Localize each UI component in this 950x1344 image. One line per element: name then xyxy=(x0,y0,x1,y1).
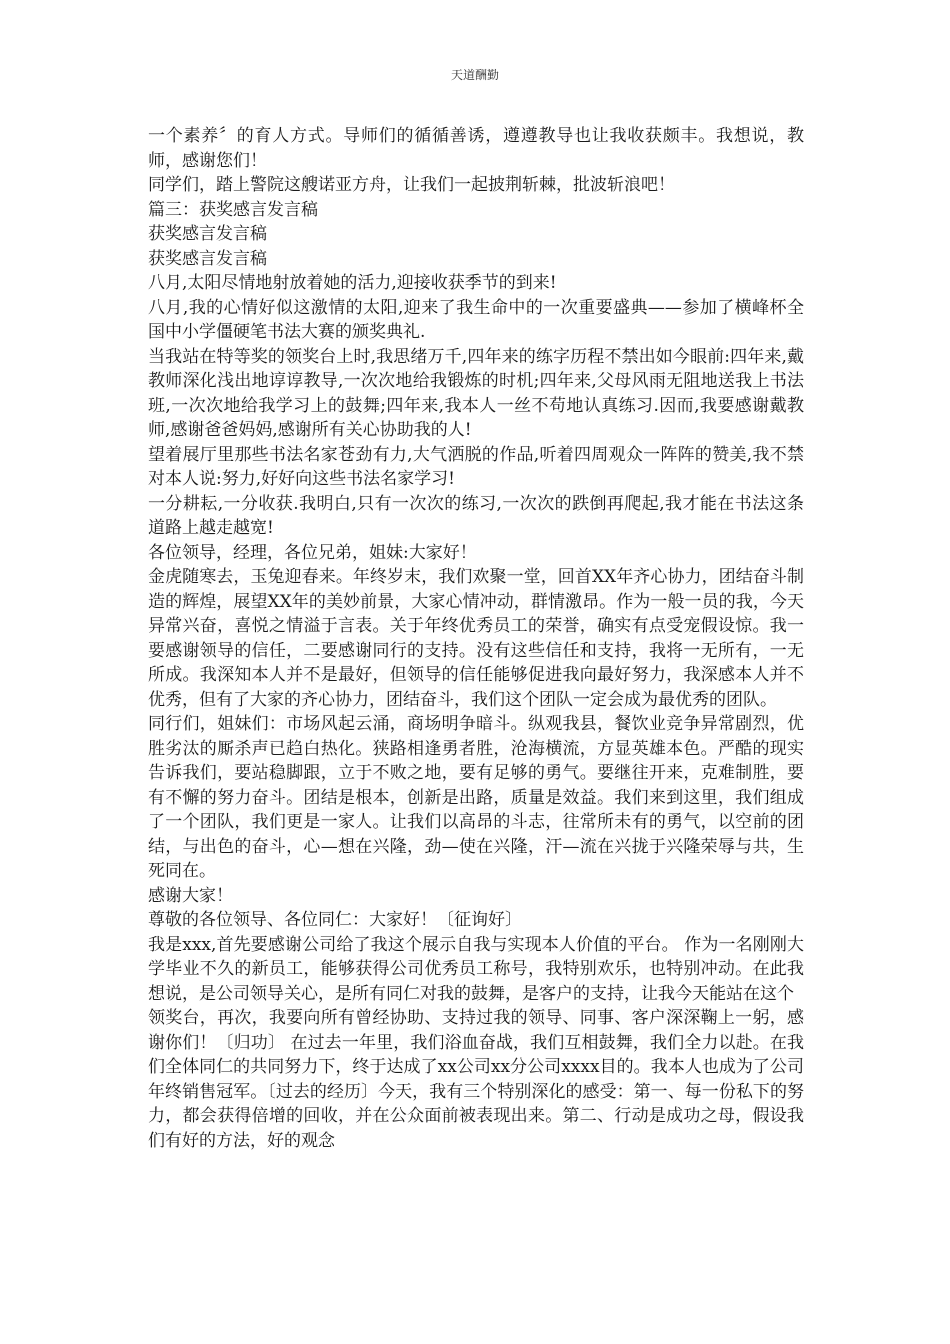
document-title: 获奖感言发言稿 xyxy=(148,248,267,269)
paragraph: 八月,我的心情好似这激情的太阳,迎来了我生命中的一次重要盛典——参加了横峰杯全国中小学僵硬笔书法大赛的颁奖典礼. xyxy=(148,297,804,342)
page-header: 天道酬勤 xyxy=(450,68,499,82)
paragraph: 同学们，踏上警院这艘诺亚方舟，让我们一起披荆斩棘，批波斩浪吧！ xyxy=(148,175,675,195)
section-heading: 篇三：获奖感言发言稿 xyxy=(148,199,318,220)
paragraph: 我是xxx,首先要感谢公司给了我这个展示自我与实现本人价值的平台。 作为一名刚刚大学毕业不久的新员工，能够获得公司优秀员工称号，我特别欢乐，也特别冲动。在此我想说，是公司领导关心，是所有同仁对我的鼓舞，是客户的支持，让我今天能站在这个 xyxy=(148,934,804,1004)
paragraph: 同行们，姐妹们：市场风起云涌，商场明争暗斗。纵观我县，餐饮业竞争异常剧烈，优胜劣汰的厮杀声已趋白热化。狭路相逢勇者胜，沧海横流，方显英雄本色。严酷的现实告诉我们，要站稳脚跟，立于不败之地，要有足够的勇气。要继往开来，克难制胜，要有不懈的努力奋斗。团结是根本，创新是出路，质量是效益。我们来到这里，我们组成了一个团队，我们更是一家人。让我们以高昂的斗志，往常所未有的勇气，以空前的团结，与出色的奋斗，心—想在兴隆，劲—使在兴隆，汗—流在兴拢于兴隆荣辱与共，生死同在。 xyxy=(148,714,804,881)
paragraph: 当我站在特等奖的领奖台上时,我思绪万千,四年来的练字历程不禁出如今眼前:四年来,戴教师深化浅出地谆谆教导,一次次地给我锻炼的时机;四年来,父母风雨无阻地送我上书法班,一次次地给我学习上的鼓舞;四年来,我本人一丝不苟地认真练习.因而,我要感谢戴教师,感谢爸爸妈妈,感谢所有关心协助我的人! xyxy=(148,346,804,440)
paragraph: 金虎随寒去，玉兔迎春来。年终岁末，我们欢聚一堂，回首XX年齐心协力，团结奋斗制造的辉煌，展望XX年的美妙前景，大家心情冲动，群情激昂。作为一般一员的我，今天异常兴奋，喜悦之情溢于言表。关于年终优秀员工的荣誉，确实有点受宠假设惊。我一要感谢领导的信任，二要感谢同行的支持。没有这些信任和支持，我将一无所有，一无所成。我深知本人并不是最好，但领导的信任能够促进我向最好努力，我深感本人并不优秀，但有了大家的齐心协力，团结奋斗，我们这个团队一定会成为最优秀的团队。 xyxy=(148,567,804,710)
greeting: 各位领导，经理，各位兄弟，姐妹:大家好！ xyxy=(148,542,477,563)
paragraph: 八月,太阳尽情地射放着她的活力,迎接收获季节的到来! xyxy=(148,273,557,293)
paragraph: 一个素养〞的育人方式。导师们的循循善诱，遵遵教导也让我收获颇丰。我想说，教师，感谢您们！ xyxy=(148,126,804,171)
paragraph: 领奖台，再次，我要向所有曾经协助、支持过我的领导、同事、客户深深鞠上一躬，感谢你们！〔归功〕 在过去一年里，我们浴血奋战，我们互相鼓舞，我们全力以赴。在我们全体同仁的共同努力下，终于达成了xx公司xx分公司xxxx目的。我本人也成为了公司年终销售冠军。〔过去的经历〕今天，我有三个特别深化的感受：第一、每一份私下的努力，都会获得倍增的回收，并在公众面前被表现出来。第二、行动是成功之母，假设我们有好的方法，好的观念 xyxy=(148,1008,804,1151)
document-body xyxy=(148,124,804,1153)
document-title: 获奖感言发言稿 xyxy=(148,224,267,244)
paragraph: 望着展厅里那些书法名家苍劲有力,大气洒脱的作品,听着四周观众一阵阵的赞美,我不禁对本人说:努力,好好向这些书法名家学习! xyxy=(148,444,804,489)
paragraph: 一分耕耘,一分收获.我明白,只有一次次的练习,一次次的跌倒再爬起,我才能在书法这条道路上越走越宽! xyxy=(148,493,804,538)
greeting: 尊敬的各位领导、各位同仁：大家好！〔征询好〕 xyxy=(148,910,522,930)
closing-line: 感谢大家！ xyxy=(148,885,233,906)
